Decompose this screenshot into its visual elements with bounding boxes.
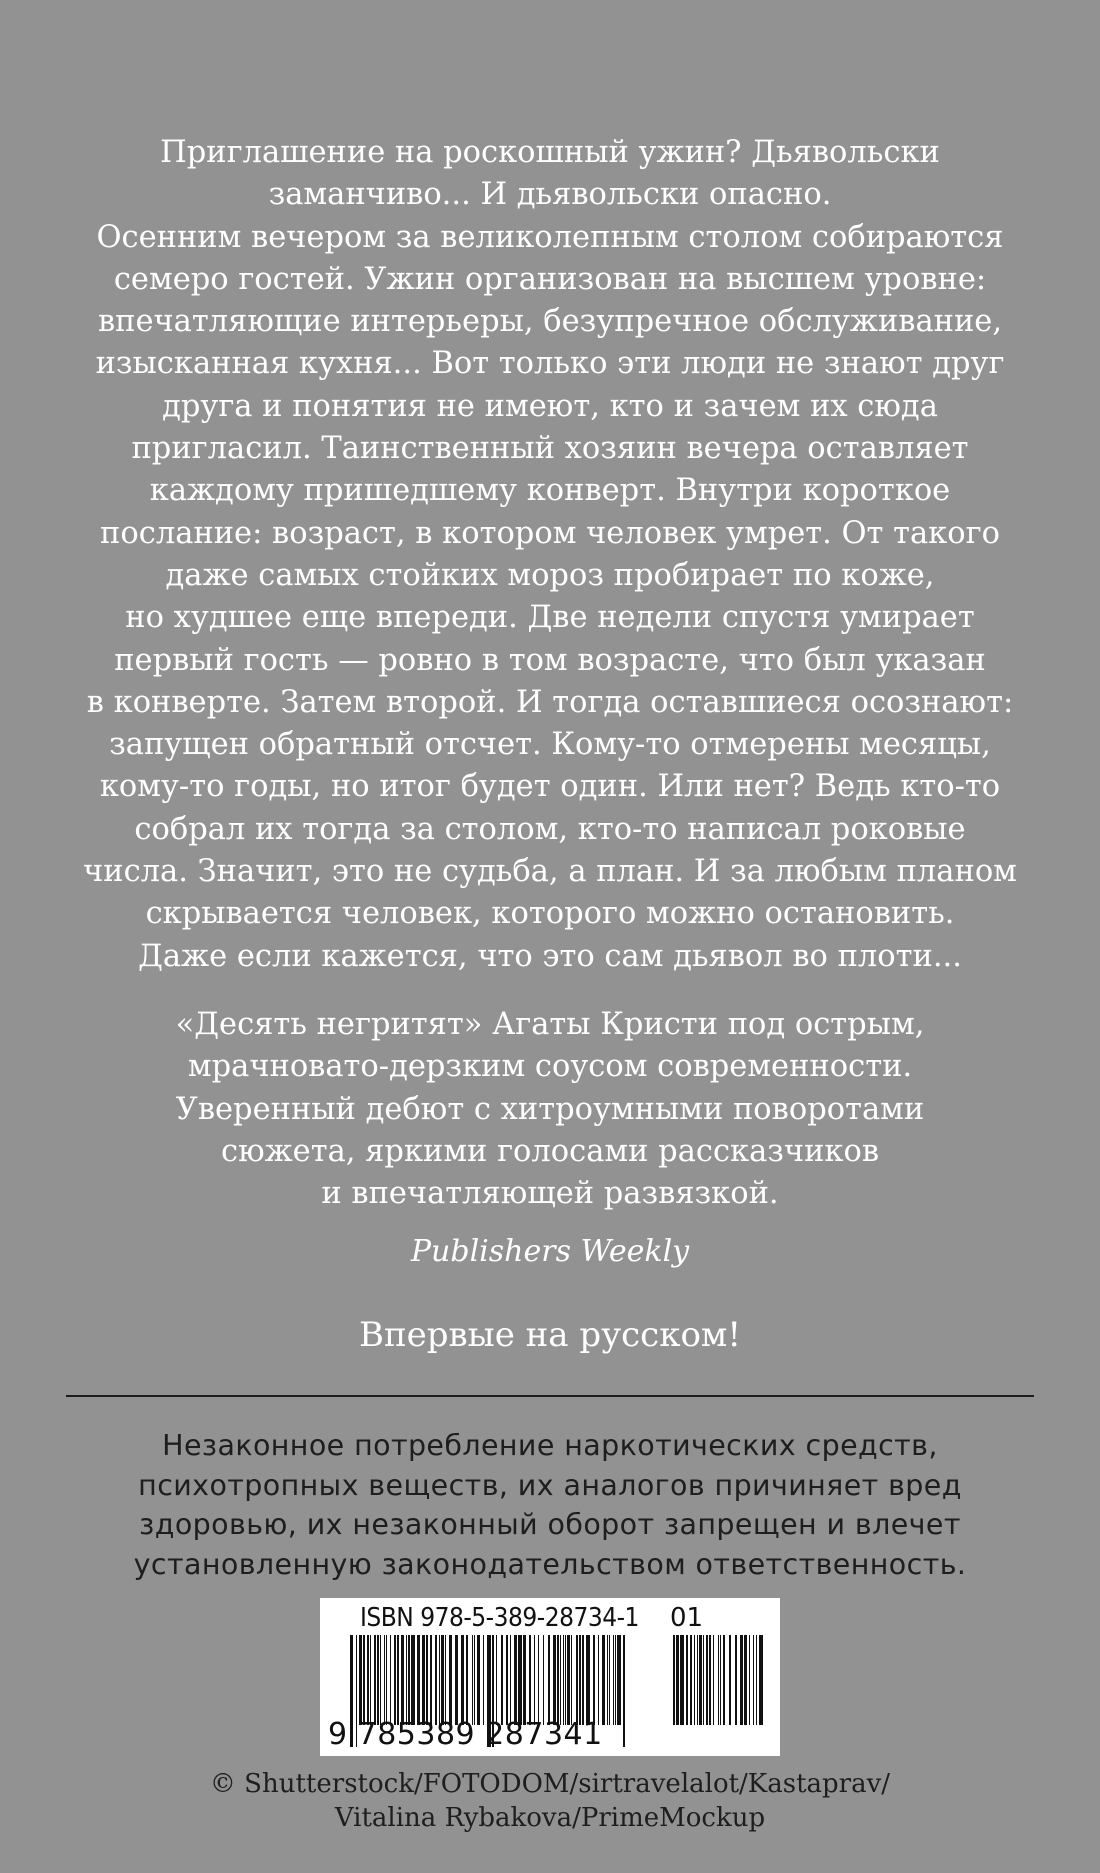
synopsis-line: послание: возраст, в котором человек умрет. От такого (100, 515, 1000, 551)
barcode-bar (514, 1635, 517, 1725)
barcode-bar (534, 1635, 535, 1725)
barcode-bar (417, 1635, 420, 1725)
barcode-bar (518, 1635, 522, 1725)
isbn-barcode (320, 1598, 780, 1756)
barcode-bar (753, 1635, 754, 1725)
legal-warning (40, 1426, 1060, 1584)
synopsis-line: Приглашение на роскошный ужин? Дьявольски (160, 135, 940, 170)
synopsis-line: пригласил. Таинственный хозяин вечера оставляет (131, 431, 969, 467)
barcode-bar (557, 1635, 559, 1725)
barcode-bar (586, 1635, 590, 1725)
barcode-bar (703, 1635, 704, 1725)
barcode-bar (694, 1635, 695, 1725)
barcode-addon-number: 01 (670, 1603, 704, 1633)
first-in-russian-tagline: Впервые на русском! (358, 1315, 742, 1355)
barcode-bar (408, 1635, 410, 1725)
barcode-bar (563, 1635, 564, 1725)
synopsis-line: в конверте. Затем второй. И тогда оставшиеся осознают: (86, 684, 1014, 720)
barcode-bar (386, 1635, 387, 1725)
synopsis-line: числа. Значит, это не судьба, а план. И за любым планом (83, 854, 1017, 890)
barcode-bar (553, 1635, 556, 1725)
barcode-bar (411, 1635, 415, 1725)
barcode-bar (445, 1635, 446, 1725)
synopsis-line: скрывается человек, которого можно остановить. (145, 896, 955, 932)
barcode-bar (449, 1635, 452, 1725)
review-line: «Десять негритят» Агаты Кристи под острым, (175, 1007, 925, 1042)
barcode-bar (426, 1635, 428, 1725)
barcode-bar (699, 1635, 702, 1725)
barcode-bar (673, 1635, 675, 1725)
barcode-bar (740, 1635, 743, 1725)
barcode-bar (598, 1635, 599, 1725)
barcode-bar (523, 1635, 526, 1725)
ean-digits: 9 785389 287341 (328, 1717, 603, 1752)
barcode-bar (729, 1635, 731, 1725)
barcode-bar (723, 1635, 725, 1725)
image-credits (40, 1767, 1060, 1835)
barcode-bar (483, 1635, 484, 1725)
barcode-bar (706, 1635, 708, 1725)
barcode-bar (623, 1635, 625, 1747)
barcode-bar (543, 1635, 544, 1725)
barcode-bar (496, 1635, 497, 1725)
warning-line: здоровью, их незаконный оборот запрещен и влечет (139, 1508, 961, 1541)
barcode-bar (709, 1635, 711, 1725)
barcode-bar (370, 1635, 371, 1725)
barcode-bar (744, 1635, 747, 1725)
barcode-bar (686, 1635, 688, 1725)
barcode-bar (749, 1635, 750, 1725)
barcode-bar (560, 1635, 561, 1725)
barcode-bar (538, 1635, 539, 1725)
synopsis-line: но худшее еще впереди. Две недели спустя умирает (125, 600, 975, 636)
synopsis-line: Даже если кажется, что это сам дьявол во плоти... (138, 938, 962, 974)
barcode-bar (759, 1635, 763, 1725)
synopsis-line: Осенним вечером за великолепным столом собираются (96, 219, 1004, 255)
barcode-bar (756, 1635, 757, 1725)
barcode-bar (565, 1635, 566, 1725)
synopsis-line: заманчиво... И дьявольски опасно. (268, 177, 832, 213)
barcode-bar (430, 1635, 432, 1725)
credits-line: Vitalina Rybakova/PrimeMockup (334, 1803, 766, 1833)
synopsis-text (40, 132, 1060, 978)
barcode-bar (367, 1635, 369, 1725)
barcode-bar (474, 1635, 475, 1725)
barcode-bar (593, 1635, 595, 1725)
synopsis-line: впечатляющие интерьеры, безупречное обслуживание, (97, 304, 1003, 340)
review-line: и впечатляющей развязкой. (321, 1176, 779, 1212)
credits-line: © Shutterstock/FOTODOM/sirtravelalot/Kastaprav/ (209, 1769, 891, 1799)
barcode-bar (374, 1635, 376, 1725)
review-line: сюжета, яркими голосами рассказчиков (220, 1133, 880, 1169)
warning-line: Незаконное потребление наркотических средств, (162, 1429, 938, 1462)
barcode-bar (571, 1635, 572, 1725)
divider-line (66, 1395, 1034, 1397)
barcode-bar (529, 1635, 531, 1725)
barcode-bar (567, 1635, 570, 1725)
barcode-bar (713, 1635, 714, 1725)
barcode-bar (615, 1635, 616, 1725)
barcode-bar (394, 1635, 396, 1725)
barcode-addon-bars-icon (673, 1635, 763, 1747)
synopsis-line: изысканная кухня... Вот только эти люди не знают друг (95, 346, 1005, 382)
warning-line: установленную законодательством ответственность. (133, 1547, 967, 1581)
synopsis-line: даже самых стойких мороз пробирает по коже, (165, 557, 935, 593)
barcode-bar (380, 1635, 381, 1725)
barcode-bar (455, 1635, 458, 1725)
barcode-bar (617, 1635, 621, 1725)
barcode-bar (609, 1635, 610, 1725)
barcode-bar (363, 1635, 365, 1725)
synopsis-line: каждому пришедшему конверт. Внутри короткое (149, 473, 951, 509)
synopsis-line: собрал их тогда за столом, кто-то написал роковые (134, 811, 966, 847)
barcode-bar (602, 1635, 605, 1725)
barcode-bar (607, 1635, 608, 1725)
barcode-bar (697, 1635, 698, 1725)
barcode-bar (390, 1635, 391, 1725)
barcode-bar (720, 1635, 721, 1725)
synopsis-line: кому-то годы, но итог будет один. Или нет? Ведь кто-то (99, 769, 1001, 805)
review-quote (40, 1004, 1060, 1215)
barcode-bar (690, 1635, 692, 1725)
barcode-bar (359, 1635, 362, 1725)
barcode-bar (613, 1635, 614, 1725)
barcode-bar (676, 1635, 679, 1725)
barcode-bar (461, 1635, 464, 1725)
barcode-bar (406, 1635, 407, 1725)
barcode-bar (384, 1635, 385, 1725)
barcode-bar (548, 1635, 550, 1725)
barcode-bar (439, 1635, 440, 1725)
isbn-number: ISBN 978-5-389-28734-1 (360, 1603, 639, 1633)
barcode-bar (579, 1635, 581, 1725)
barcode-bar (718, 1635, 719, 1725)
barcode-bar (735, 1635, 737, 1725)
barcode-bar (466, 1635, 468, 1725)
barcode-bar (441, 1635, 444, 1725)
barcode-bar (477, 1635, 480, 1725)
barcode-bar (582, 1635, 584, 1725)
synopsis-line: семеро гостей. Ужин организован на высшем уровне: (113, 261, 987, 297)
barcode-bar (401, 1635, 404, 1725)
review-source: Publishers Weekly (410, 1234, 690, 1269)
review-line: Уверенный дебют с хитроумными поворотами (175, 1091, 925, 1127)
barcode-bar (435, 1635, 437, 1725)
barcode-bar (506, 1635, 508, 1725)
synopsis-line: первый гость — ровно в том возрасте, что был указан (114, 642, 986, 678)
warning-line: психотропных веществ, их аналогов причиняет вред (138, 1468, 962, 1502)
barcode-bar (377, 1635, 379, 1725)
barcode-bar (472, 1635, 473, 1725)
review-line: мрачновато-дерзким соусом современности. (187, 1049, 913, 1085)
synopsis-line: запущен обратный отсчет. Кому-то отмерены месяцы, (109, 727, 991, 763)
synopsis-line: друга и понятия не имеют, кто и зачем их сюда (162, 388, 938, 424)
barcode-bar (510, 1635, 511, 1725)
barcode-bar (680, 1635, 684, 1725)
barcode-bar (422, 1635, 425, 1725)
barcode-bar (576, 1635, 578, 1725)
barcode-bar (397, 1635, 399, 1725)
barcode-bar (501, 1635, 503, 1725)
